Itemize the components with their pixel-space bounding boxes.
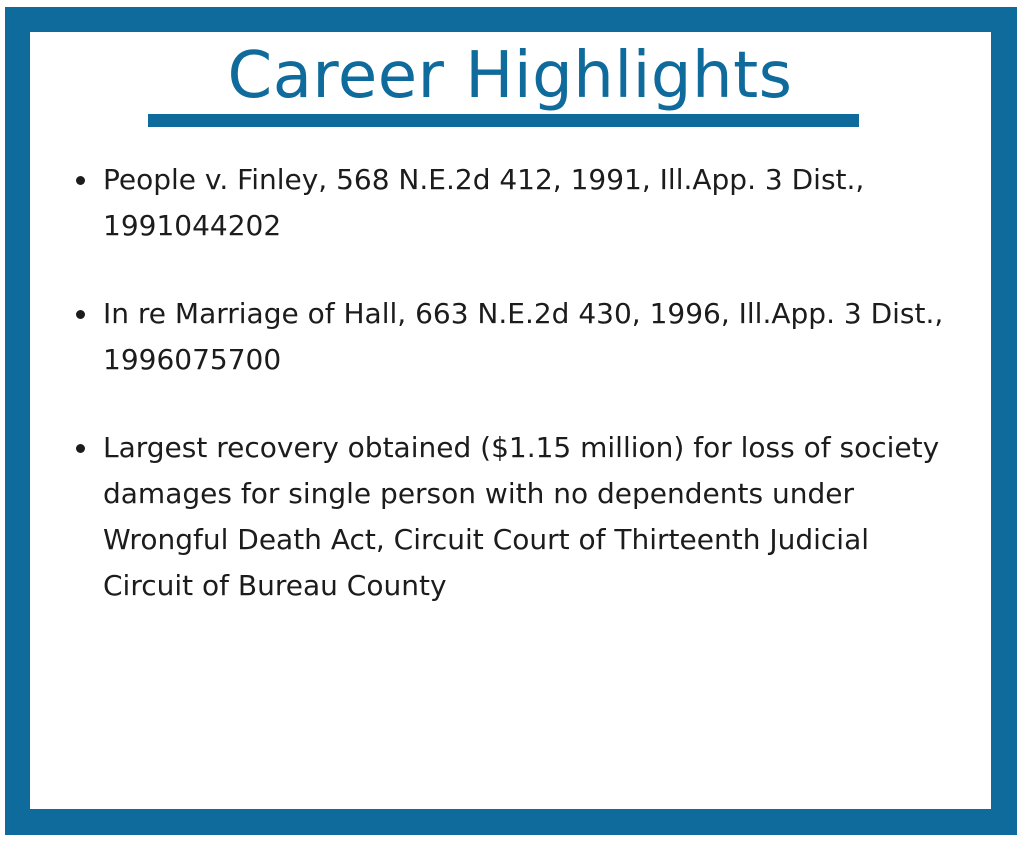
highlights-card	[5, 7, 1017, 835]
list-item	[76, 157, 956, 249]
title-underline	[148, 114, 859, 127]
highlight-text: People v. Finley, 568 N.E.2d 412, 1991, Ill.App. 3 Dist., 1991044202	[103, 163, 865, 242]
bullet-icon	[76, 310, 85, 319]
list-item	[76, 425, 956, 609]
highlight-text: Largest recovery obtained ($1.15 million) for loss of society damages for single person with no dependents under Wrongful Death Act, Circuit Court of Thirteenth Judicial Circuit of Bureau County	[103, 431, 940, 602]
list-item	[76, 291, 956, 383]
bullet-icon	[76, 176, 85, 185]
highlights-list	[76, 157, 956, 651]
bullet-icon	[76, 444, 85, 453]
highlight-text: In re Marriage of Hall, 663 N.E.2d 430, 1996, Ill.App. 3 Dist., 1996075700	[103, 297, 944, 376]
page-title: Career Highlights	[227, 39, 793, 113]
